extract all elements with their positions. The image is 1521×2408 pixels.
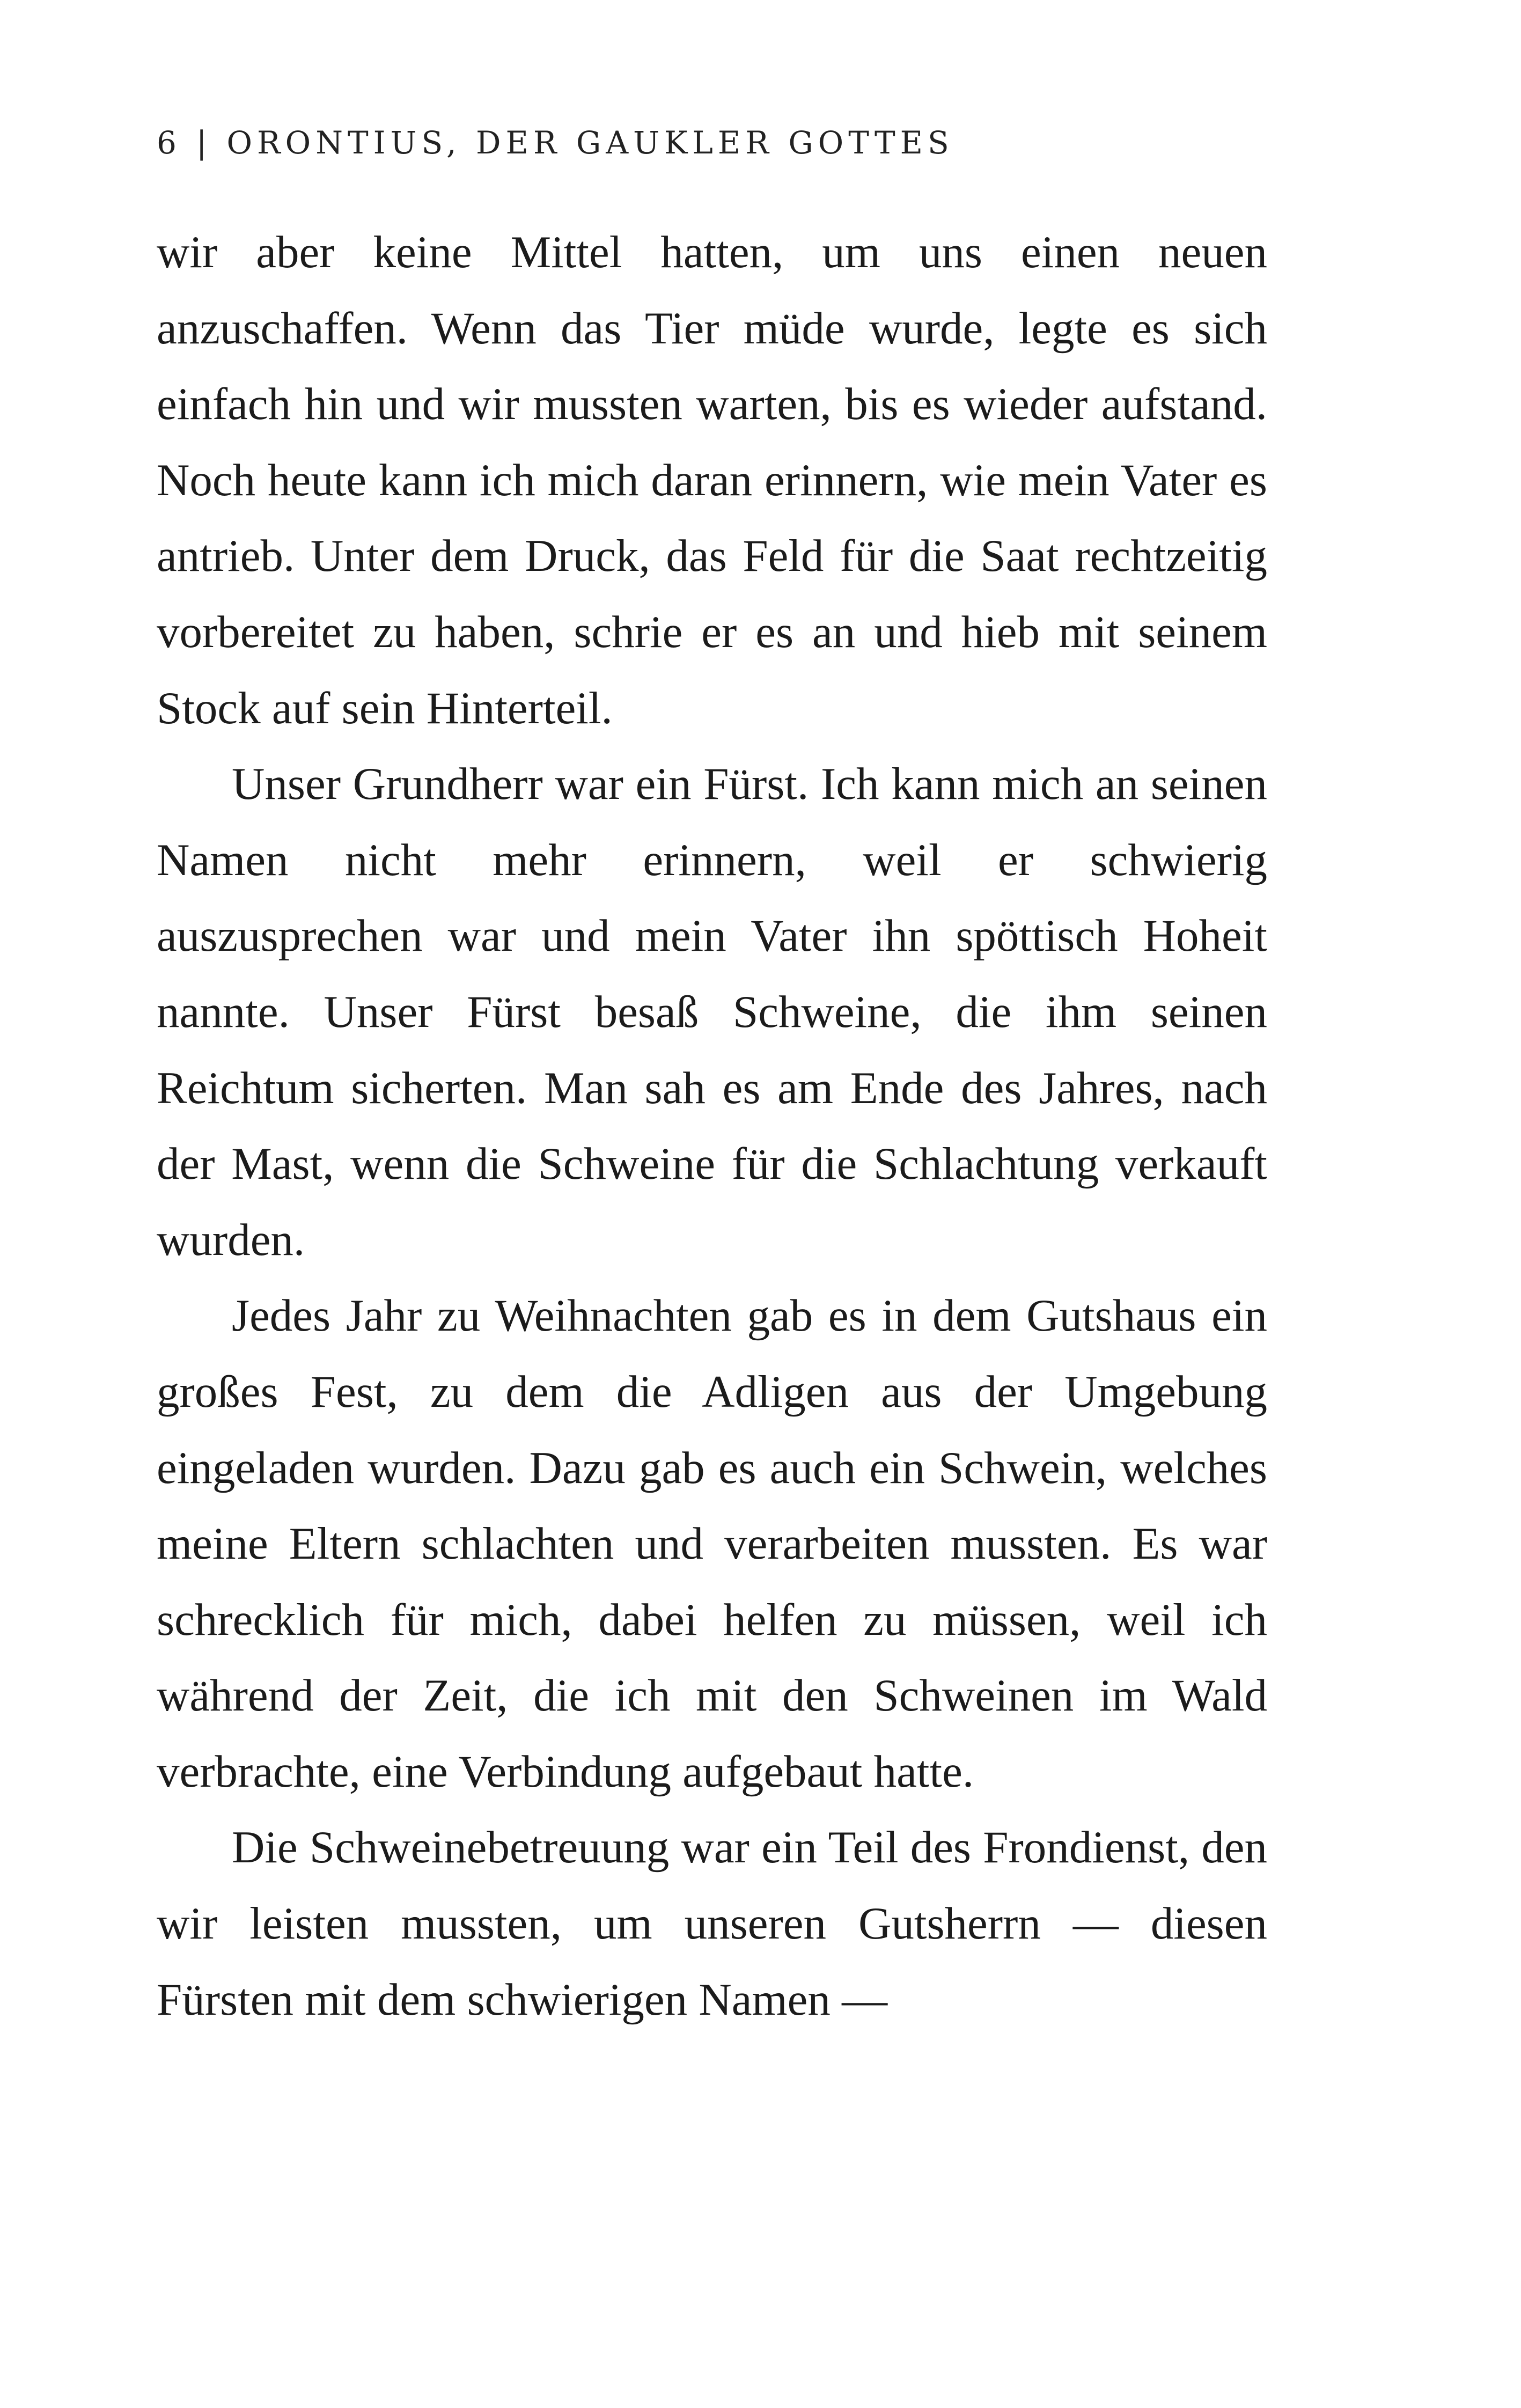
paragraph-2: Unser Grundherr war ein Fürst. Ich kann mich an seinen Namen nicht mehr erinnern, weil er schwierig auszusprechen war und mein Vater ihn spöttisch Hoheit nannte. Unser Fürst besaß Schweine, die ihm seinen Reichtum sicherten. Man sah es am Ende des Jahres, nach der Mast, wenn die Schweine für die Schlachtung verkauft wurden. [157,759,1267,1265]
book-title: ORONTIUS, DER GAUKLER GOTTES [226,124,954,161]
paragraph-4: Die Schweinebetreuung war ein Teil des Frondienst, den wir leisten mussten, um unseren Gutsherrn — diesen Fürsten mit dem schwierigen Namen — [157,1822,1267,2025]
paragraph-1: wir aber keine Mittel hatten, um uns einen neuen anzuschaffen. Wenn das Tier müde wurde, legte es sich einfach hin und wir mussten warten, bis es wieder aufstand. Noch heute kann ich mich daran erinnern, wie mein Vater es antrieb. Unter dem Druck, das Feld für die Saat rechtzeitig vorbereitet zu haben, schrie er es an und hieb mit seinem Stock auf sein Hinterteil. [157,227,1267,733]
running-header [157,121,1278,164]
body-text [157,215,1267,2038]
header-separator: | [196,124,212,161]
paragraph-3: Jedes Jahr zu Weihnachten gab es in dem Gutshaus ein großes Fest, zu dem die Adligen aus der Umgebung eingeladen wurden. Dazu gab es auch ein Schwein, welches meine Eltern schlachten und verarbeiten mussten. Es war schrecklich für mich, dabei helfen zu müssen, weil ich während der Zeit, die ich mit den Schweinen im Wald verbrachte, eine Verbindung aufgebaut hatte. [157,1290,1267,1797]
page-number: 6 [157,124,181,161]
